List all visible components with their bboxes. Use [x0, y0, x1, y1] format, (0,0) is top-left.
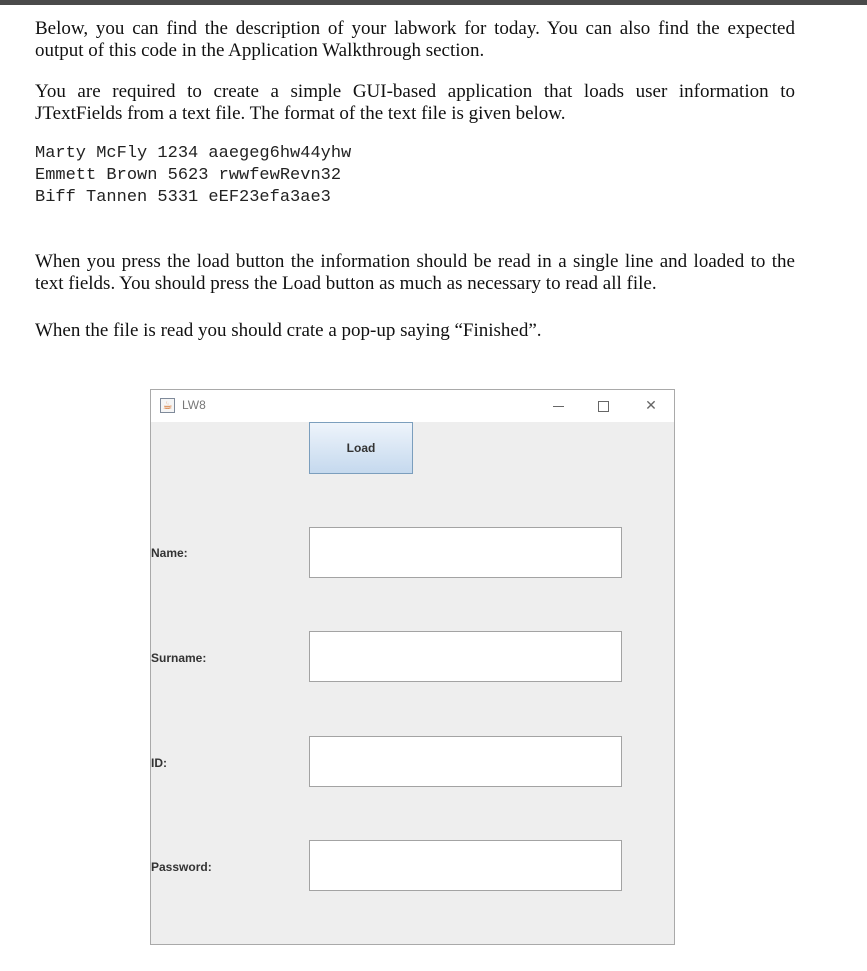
load-button[interactable]: Load: [309, 422, 413, 474]
password-label: Password:: [151, 860, 212, 874]
requirements-paragraph: You are required to create a simple GUI-based application that loads user information to JTextFields from a text file. The format of the text file is given below.: [35, 81, 795, 124]
window-title: LW8: [182, 398, 206, 412]
id-field[interactable]: [309, 736, 622, 787]
file-format-code: [35, 143, 351, 209]
name-field[interactable]: [309, 527, 622, 578]
app-window: [150, 389, 675, 945]
code-line: Biff Tannen 5331 eEF23efa3ae3: [35, 188, 331, 207]
code-line: Marty McFly 1234 aaegeg6hw44yhw: [35, 144, 352, 163]
window-titlebar[interactable]: [151, 390, 674, 422]
intro-paragraph: Below, you can find the description of your labwork for today. You can also find the expected output of this code in the Application Walkthrough section.: [35, 18, 795, 61]
minimize-button[interactable]: [543, 396, 573, 416]
name-label: Name:: [151, 546, 188, 560]
load-instructions-paragraph: When you press the load button the information should be read in a single line and loaded to the text fields. You should press the Load button as much as necessary to read all file.: [35, 251, 795, 294]
password-field[interactable]: [309, 840, 622, 891]
surname-label: Surname:: [151, 651, 207, 665]
java-app-icon: ☕: [160, 398, 175, 413]
top-rule: [0, 0, 867, 5]
code-line: Emmett Brown 5623 rwwfewRevn32: [35, 166, 342, 185]
maximize-button[interactable]: [589, 396, 619, 416]
surname-field[interactable]: [309, 631, 622, 682]
id-label: ID:: [151, 756, 167, 770]
close-button[interactable]: ✕: [645, 398, 657, 414]
finished-popup-paragraph: When the file is read you should crate a pop-up saying “Finished”.: [35, 320, 542, 341]
